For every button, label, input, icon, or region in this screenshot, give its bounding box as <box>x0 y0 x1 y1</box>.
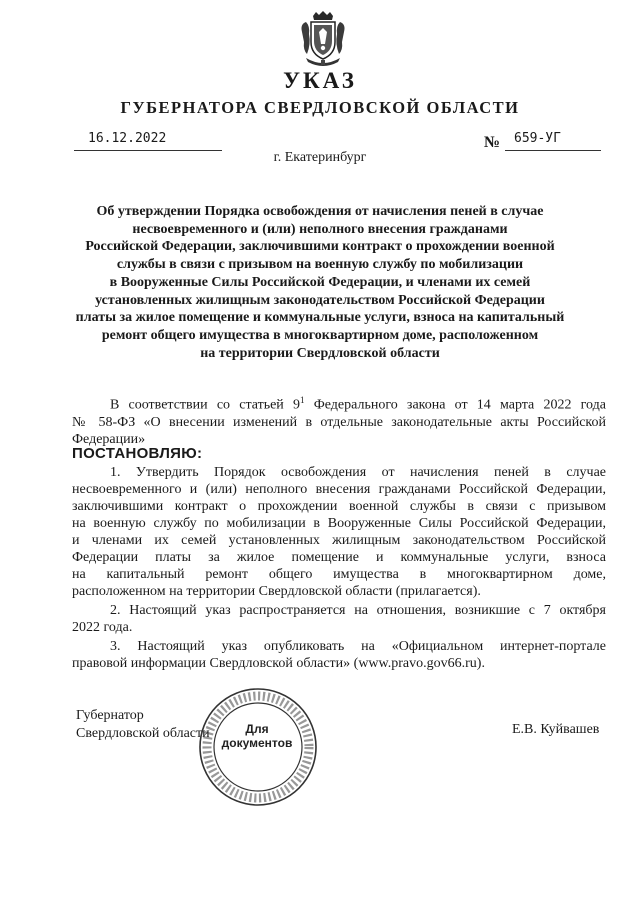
item-1-paragraph <box>72 464 606 600</box>
document-number: 659-УГ <box>514 131 561 146</box>
item-line: правовой информации Свердловской области» (www.pravo.gov66.ru). <box>72 656 485 671</box>
item-line: 2. Настоящий указ распространяется на отношения, возникшие с 7 октября <box>110 603 606 618</box>
item-line: 2022 года. <box>72 620 133 635</box>
decree-word: ПОСТАНОВЛЯЮ: <box>72 445 203 462</box>
document-date: 16.12.2022 <box>88 131 167 146</box>
position-line: Свердловской области <box>76 726 210 741</box>
item-line: 3. Настоящий указ опубликовать на «Официальном интернет-портале <box>110 639 606 654</box>
item-line: расположенном на территории Свердловской области (прилагается). <box>72 584 481 599</box>
item-line: несвоевременного и (или) неполного внесения гражданами Российской Федерации, <box>72 482 606 497</box>
item-line: Федерации платы за жилое помещение и коммунальные услуги, взноса <box>72 550 606 565</box>
preamble-line: Федерации» <box>72 431 146 447</box>
item-line: на военную службу по мобилизации в Вооруженные Силы Российской Федерации, <box>72 516 606 531</box>
heading-line: несвоевременного и (или) неполного внесения гражданами <box>132 221 508 237</box>
heading-line: службы в связи с призывом на военную службу по мобилизации <box>116 257 524 273</box>
document-type-title: УКАЗ <box>283 68 357 93</box>
heading-line: в Вооруженные Силы Российской Федерации, и членами их семей <box>109 274 531 290</box>
signatory-name: Е.В. Куйвашев <box>512 722 600 737</box>
heading-line: установленных жилищным законодательством Российской Федерации <box>95 292 545 308</box>
signatory-position <box>76 707 210 743</box>
item-line: на капитальный ремонт общего имущества в многоквартирном доме, <box>72 567 606 582</box>
heading-line: Об утверждении Порядка освобождения от начисления пеней в случае <box>96 204 544 219</box>
seal-line: Для <box>245 722 269 736</box>
heading-line: ремонт общего имущества в многоквартирном доме, расположенном <box>101 327 539 343</box>
preamble-line: № 58-ФЗ «О внесении изменений в отдельные законодательные акты Российской <box>72 414 606 430</box>
item-line: и членами их семей установленных жилищным законодательством Российской <box>72 533 606 548</box>
heading-line: на территории Свердловской области <box>200 345 440 361</box>
preamble-line: В соответствии со статьей $9^1$ Федерального закона от 14 марта 2022 года <box>110 395 606 413</box>
item-3-paragraph <box>72 638 606 672</box>
item-line: 1. Утвердить Порядок освобождения от начисления пеней в случае <box>110 465 606 480</box>
position-line: Губернатор <box>76 708 144 723</box>
item-2-paragraph <box>72 602 606 636</box>
preamble-paragraph <box>72 392 606 448</box>
city-label: г. Екатеринбург <box>273 150 367 165</box>
heading-line: Российской Федерации, заключившими контракт о прохождении военной <box>85 239 555 255</box>
seal-line: документов <box>221 736 293 750</box>
document-heading <box>60 203 580 362</box>
seal-text <box>217 722 297 750</box>
number-sign: № <box>484 134 501 151</box>
issuer-title: ГУБЕРНАТОРА СВЕРДЛОВСКОЙ ОБЛАСТИ <box>120 98 520 117</box>
heading-line: платы за жилое помещение и коммунальные услуги, взноса на капитальный <box>75 310 565 326</box>
item-line: заключившими контракт о прохождении военной службы в связи с призывом <box>72 499 606 514</box>
coat-of-arms-icon <box>298 10 348 68</box>
